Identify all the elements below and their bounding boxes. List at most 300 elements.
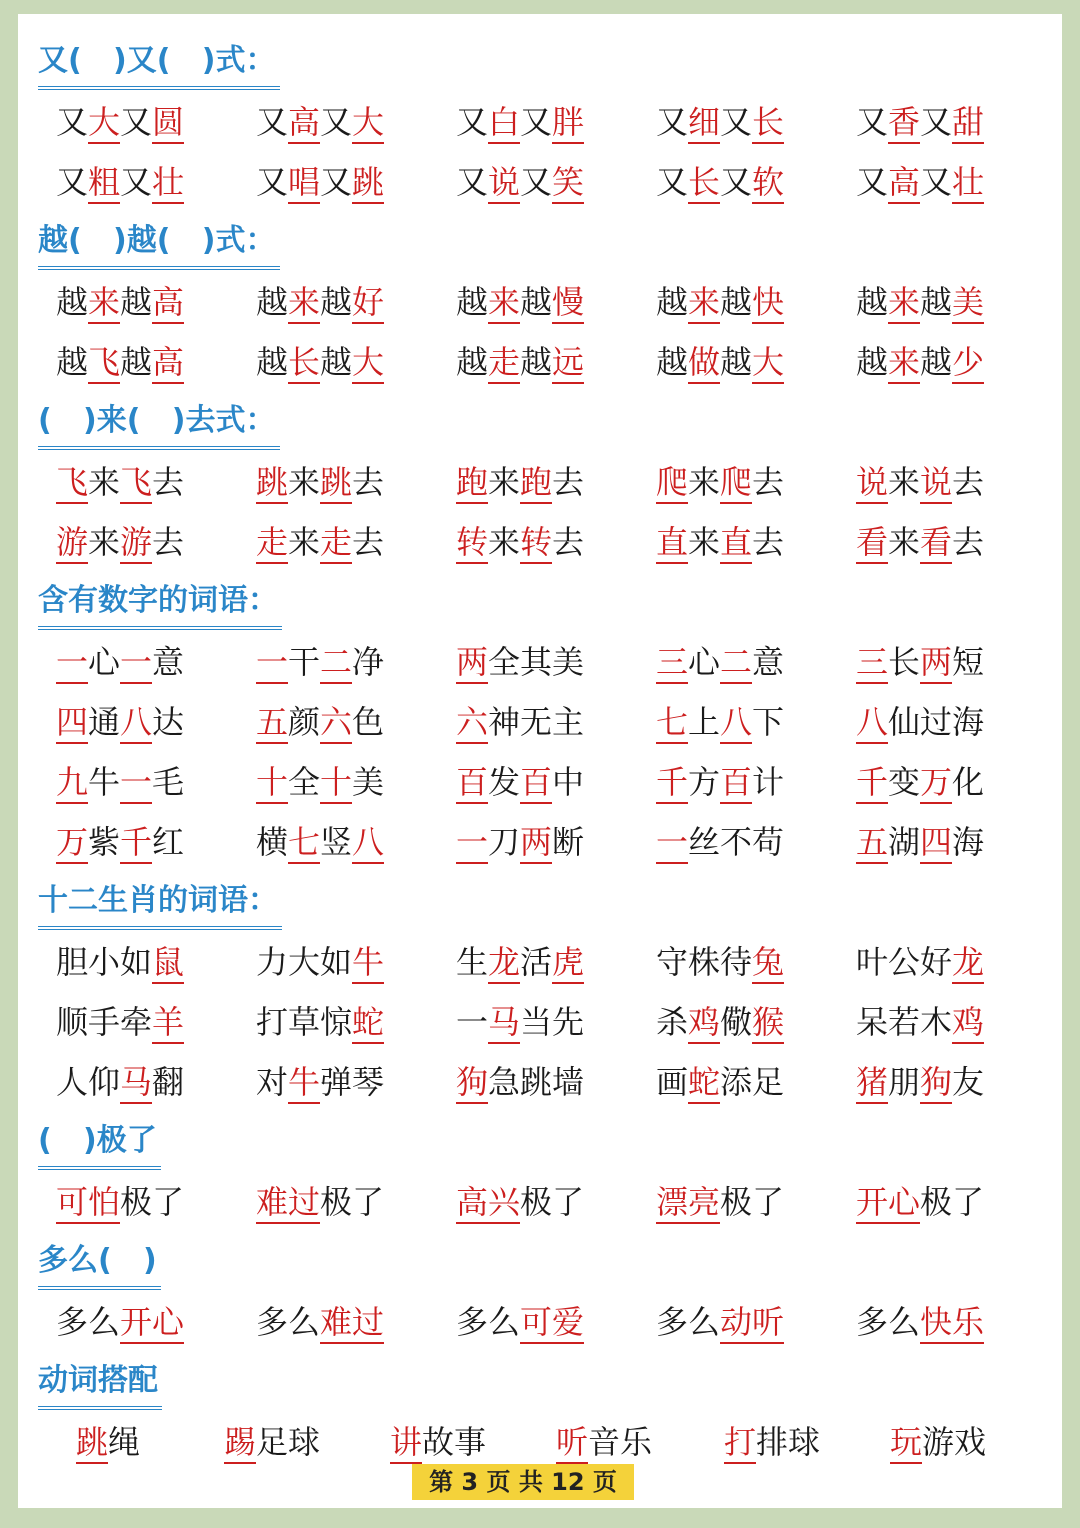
plain-char: 净 [352, 643, 385, 681]
phrase [656, 272, 784, 332]
highlighted-char: 转 [456, 522, 488, 564]
highlighted-char: 千 [120, 822, 152, 864]
highlighted-char: 八 [856, 702, 888, 744]
phrase [656, 752, 784, 812]
phrase [256, 992, 384, 1052]
plain-char: 多么 [456, 1303, 521, 1341]
highlighted-char: 蛇 [688, 1062, 720, 1104]
phrase [56, 812, 184, 872]
highlighted-char: 十 [256, 762, 288, 804]
highlighted-char: 唱 [288, 162, 320, 204]
plain-char: 又 [56, 163, 89, 201]
phrase [56, 92, 184, 152]
plain-char: 故事 [422, 1423, 487, 1461]
phrase [656, 632, 784, 692]
plain-char: 守株待 [656, 943, 753, 981]
highlighted-char: 游 [120, 522, 152, 564]
plain-char: 又 [720, 163, 753, 201]
plain-char: 越 [856, 283, 889, 321]
plain-char: 毛 [152, 763, 185, 801]
phrase-row [18, 1172, 1062, 1232]
highlighted-char: 来 [688, 282, 720, 324]
plain-char: 全其美 [488, 643, 585, 681]
highlighted-char: 圆 [152, 102, 184, 144]
highlighted-char: 虎 [552, 942, 584, 984]
phrase [256, 452, 384, 512]
section-heading: 含有数字的词语： [38, 576, 282, 630]
highlighted-char: 一 [256, 642, 288, 684]
plain-char: 多么 [256, 1303, 321, 1341]
highlighted-char: 胖 [552, 102, 584, 144]
highlighted-char: 万 [56, 822, 88, 864]
plain-char: 刀 [488, 823, 521, 861]
plain-char: 又 [320, 103, 353, 141]
highlighted-char: 飞 [88, 342, 120, 384]
highlighted-char: 六 [320, 702, 352, 744]
highlighted-char: 长 [288, 342, 320, 384]
phrase [256, 752, 384, 812]
highlighted-char: 万 [920, 762, 952, 804]
plain-char: 短 [952, 643, 985, 681]
plain-char: 去 [552, 523, 585, 561]
plain-char: 越 [720, 283, 753, 321]
plain-char: 发 [488, 763, 521, 801]
plain-char: 又 [520, 163, 553, 201]
phrase [856, 932, 984, 992]
phrase [456, 1172, 584, 1232]
plain-char: 红 [152, 823, 185, 861]
highlighted-char: 猴 [752, 1002, 784, 1044]
plain-char: 又 [456, 103, 489, 141]
highlighted-char: 开心 [120, 1302, 184, 1344]
highlighted-char: 来 [88, 282, 120, 324]
phrase [856, 332, 984, 392]
plain-char: 弹琴 [320, 1063, 385, 1101]
phrase [456, 452, 584, 512]
phrase-row [18, 512, 1062, 572]
highlighted-char: 狗 [920, 1062, 952, 1104]
highlighted-char: 八 [352, 822, 384, 864]
highlighted-char: 千 [656, 762, 688, 804]
highlighted-char: 跳 [256, 462, 288, 504]
highlighted-char: 听 [556, 1422, 588, 1464]
phrase [256, 932, 384, 992]
highlighted-char: 高 [152, 342, 184, 384]
highlighted-char: 蛇 [352, 1002, 384, 1044]
highlighted-char: 马 [488, 1002, 520, 1044]
plain-char: 又 [656, 163, 689, 201]
plain-char: 生 [456, 943, 489, 981]
plain-char: 对 [256, 1063, 289, 1101]
phrase [656, 512, 784, 572]
highlighted-char: 玩 [890, 1422, 922, 1464]
plain-char: 越 [520, 343, 553, 381]
plain-char: 越 [456, 343, 489, 381]
phrase [256, 1052, 384, 1112]
phrase [856, 1292, 984, 1352]
highlighted-char: 百 [520, 762, 552, 804]
plain-char: 去 [352, 463, 385, 501]
phrase-row [18, 1052, 1062, 1112]
highlighted-char: 一 [56, 642, 88, 684]
section-heading: 又( )又( )式： [38, 36, 280, 90]
highlighted-char: 说 [488, 162, 520, 204]
highlighted-char: 长 [688, 162, 720, 204]
highlighted-char: 牛 [352, 942, 384, 984]
plain-char: 变 [888, 763, 921, 801]
plain-char: 来 [488, 463, 521, 501]
plain-char: 越 [720, 343, 753, 381]
phrase [856, 452, 984, 512]
highlighted-char: 七 [288, 822, 320, 864]
plain-char: 下 [752, 703, 785, 741]
phrase [856, 632, 984, 692]
plain-char: 越 [656, 283, 689, 321]
plain-char: 断 [552, 823, 585, 861]
phrase [256, 812, 384, 872]
plain-char: 排球 [756, 1423, 821, 1461]
phrase [256, 92, 384, 152]
plain-char: 又 [120, 163, 153, 201]
plain-char: 来 [888, 463, 921, 501]
plain-char: 意 [152, 643, 185, 681]
plain-char: 呆若木 [856, 1003, 953, 1041]
plain-char: 越 [456, 283, 489, 321]
phrase [76, 1412, 140, 1472]
highlighted-char: 美 [952, 282, 984, 324]
phrase-row [18, 632, 1062, 692]
plain-char: 横 [256, 823, 289, 861]
plain-char: 意 [752, 643, 785, 681]
phrase [456, 752, 584, 812]
plain-char: 足球 [256, 1423, 321, 1461]
highlighted-char: 可怕 [56, 1182, 120, 1224]
highlighted-char: 转 [520, 522, 552, 564]
plain-char: 来 [88, 463, 121, 501]
highlighted-char: 快 [752, 282, 784, 324]
phrase [56, 152, 184, 212]
phrase [856, 152, 984, 212]
highlighted-char: 漂亮 [656, 1182, 720, 1224]
plain-char: 化 [952, 763, 985, 801]
plain-char: 又 [120, 103, 153, 141]
phrase [656, 452, 784, 512]
highlighted-char: 狗 [456, 1062, 488, 1104]
plain-char: 越 [56, 283, 89, 321]
highlighted-char: 快乐 [920, 1302, 984, 1344]
highlighted-char: 大 [352, 342, 384, 384]
highlighted-char: 跳 [352, 162, 384, 204]
phrase [724, 1412, 820, 1472]
highlighted-char: 看 [920, 522, 952, 564]
highlighted-char: 鼠 [152, 942, 184, 984]
plain-char: 美 [352, 763, 385, 801]
plain-char: 急跳墙 [488, 1063, 585, 1101]
highlighted-char: 三 [656, 642, 688, 684]
phrase [856, 1172, 984, 1232]
phrase [456, 1292, 584, 1352]
phrase [856, 272, 984, 332]
highlighted-char: 笑 [552, 162, 584, 204]
section-heading: ( )极了 [38, 1116, 161, 1170]
highlighted-char: 粗 [88, 162, 120, 204]
plain-char: 杀 [656, 1003, 689, 1041]
plain-char: 心 [88, 643, 121, 681]
highlighted-char: 七 [656, 702, 688, 744]
highlighted-char: 五 [256, 702, 288, 744]
highlighted-char: 龙 [488, 942, 520, 984]
highlighted-char: 软 [752, 162, 784, 204]
plain-char: 顺手牵 [56, 1003, 153, 1041]
plain-char: 又 [256, 103, 289, 141]
plain-char: 力大如 [256, 943, 353, 981]
highlighted-char: 游 [56, 522, 88, 564]
highlighted-char: 爬 [656, 462, 688, 504]
phrase [456, 1052, 584, 1112]
highlighted-char: 高兴 [456, 1182, 520, 1224]
phrase [56, 992, 184, 1052]
plain-char: 多么 [856, 1303, 921, 1341]
plain-char: 去 [752, 463, 785, 501]
plain-char: 仙过海 [888, 703, 985, 741]
highlighted-char: 踢 [224, 1422, 256, 1464]
plain-char: 绳 [108, 1423, 141, 1461]
plain-char: 越 [256, 343, 289, 381]
plain-char: 上 [688, 703, 721, 741]
highlighted-char: 爬 [720, 462, 752, 504]
highlighted-char: 甜 [952, 102, 984, 144]
plain-char: 又 [320, 163, 353, 201]
highlighted-char: 八 [720, 702, 752, 744]
plain-char: 来 [688, 523, 721, 561]
highlighted-char: 跳 [320, 462, 352, 504]
highlighted-char: 细 [688, 102, 720, 144]
section-heading: 动词搭配 [38, 1356, 162, 1410]
phrase [856, 992, 984, 1052]
plain-char: 来 [688, 463, 721, 501]
plain-char: 友 [952, 1063, 985, 1101]
highlighted-char: 难过 [256, 1182, 320, 1224]
plain-char: 又 [656, 103, 689, 141]
highlighted-char: 慢 [552, 282, 584, 324]
phrase-row [18, 992, 1062, 1052]
phrase-row [18, 452, 1062, 512]
highlighted-char: 四 [920, 822, 952, 864]
highlighted-char: 跑 [520, 462, 552, 504]
plain-char: 朋 [888, 1063, 921, 1101]
phrase [656, 1052, 784, 1112]
phrase [856, 812, 984, 872]
phrase [256, 692, 384, 752]
plain-char: 一 [456, 1003, 489, 1041]
highlighted-char: 六 [456, 702, 488, 744]
plain-char: 又 [920, 163, 953, 201]
highlighted-char: 跑 [456, 462, 488, 504]
phrase [56, 1172, 184, 1232]
plain-char: 多么 [656, 1303, 721, 1341]
plain-char: 湖 [888, 823, 921, 861]
plain-char: 人仰 [56, 1063, 121, 1101]
highlighted-char: 来 [488, 282, 520, 324]
phrase [456, 332, 584, 392]
plain-char: 来 [488, 523, 521, 561]
phrase [856, 512, 984, 572]
plain-char: 达 [152, 703, 185, 741]
plain-char: 又 [520, 103, 553, 141]
phrase [256, 272, 384, 332]
highlighted-char: 讲 [390, 1422, 422, 1464]
highlighted-char: 二 [320, 642, 352, 684]
highlighted-char: 一 [656, 822, 688, 864]
section-heading: 十二生肖的词语： [38, 876, 282, 930]
phrase [256, 152, 384, 212]
highlighted-char: 鸡 [688, 1002, 720, 1044]
phrase [656, 92, 784, 152]
highlighted-char: 走 [488, 342, 520, 384]
phrase-row [18, 1292, 1062, 1352]
highlighted-char: 兔 [752, 942, 784, 984]
plain-char: 去 [152, 523, 185, 561]
plain-char: 翻 [152, 1063, 185, 1101]
plain-char: 多么 [56, 1303, 121, 1341]
highlighted-char: 九 [56, 762, 88, 804]
plain-char: 海 [952, 823, 985, 861]
plain-char: 活 [520, 943, 553, 981]
plain-char: 去 [952, 523, 985, 561]
highlighted-char: 长 [752, 102, 784, 144]
page-number-footer: 第 3 页 共 12 页 [412, 1464, 634, 1500]
plain-char: 去 [352, 523, 385, 561]
phrase [856, 692, 984, 752]
phrase [56, 512, 184, 572]
plain-char: 去 [952, 463, 985, 501]
plain-char: 紫 [88, 823, 121, 861]
highlighted-char: 百 [720, 762, 752, 804]
phrase [656, 992, 784, 1052]
plain-char: 极了 [720, 1183, 785, 1221]
highlighted-char: 动听 [720, 1302, 784, 1344]
phrase [456, 272, 584, 332]
phrase-row [18, 152, 1062, 212]
phrase [856, 92, 984, 152]
highlighted-char: 可爱 [520, 1302, 584, 1344]
section-heading: ( )来( )去式： [38, 396, 280, 450]
highlighted-char: 五 [856, 822, 888, 864]
plain-char: 又 [256, 163, 289, 201]
highlighted-char: 高 [152, 282, 184, 324]
plain-char: 越 [520, 283, 553, 321]
plain-char: 打草惊 [256, 1003, 353, 1041]
highlighted-char: 牛 [288, 1062, 320, 1104]
highlighted-char: 走 [320, 522, 352, 564]
highlighted-char: 来 [888, 342, 920, 384]
plain-char: 方 [688, 763, 721, 801]
highlighted-char: 千 [856, 762, 888, 804]
plain-char: 越 [320, 343, 353, 381]
plain-char: 来 [88, 523, 121, 561]
phrase-row [18, 812, 1062, 872]
phrase [56, 452, 184, 512]
plain-char: 牛 [88, 763, 121, 801]
phrase [390, 1412, 486, 1472]
plain-char: 当先 [520, 1003, 585, 1041]
phrase [656, 1172, 784, 1232]
highlighted-char: 说 [856, 462, 888, 504]
highlighted-char: 远 [552, 342, 584, 384]
phrase [56, 332, 184, 392]
phrase [56, 1052, 184, 1112]
section-heading: 越( )越( )式： [38, 216, 280, 270]
plain-char: 颜 [288, 703, 321, 741]
plain-char: 色 [352, 703, 385, 741]
phrase [456, 92, 584, 152]
phrase [856, 752, 984, 812]
plain-char: 极了 [920, 1183, 985, 1221]
highlighted-char: 一 [120, 762, 152, 804]
phrase [656, 812, 784, 872]
plain-char: 又 [856, 103, 889, 141]
plain-char: 越 [656, 343, 689, 381]
plain-char: 又 [920, 103, 953, 141]
phrase [656, 152, 784, 212]
plain-char: 来 [288, 523, 321, 561]
highlighted-char: 两 [520, 822, 552, 864]
highlighted-char: 两 [456, 642, 488, 684]
plain-char: 长 [888, 643, 921, 681]
highlighted-char: 少 [952, 342, 984, 384]
highlighted-char: 直 [720, 522, 752, 564]
phrase [656, 932, 784, 992]
plain-char: 去 [752, 523, 785, 561]
phrase [256, 332, 384, 392]
highlighted-char: 两 [920, 642, 952, 684]
highlighted-char: 看 [856, 522, 888, 564]
section-heading: 多么( ) [38, 1236, 161, 1290]
plain-char: 来 [288, 463, 321, 501]
plain-char: 干 [288, 643, 321, 681]
plain-char: 去 [152, 463, 185, 501]
phrase-row [18, 752, 1062, 812]
plain-char: 心 [688, 643, 721, 681]
plain-char: 极了 [320, 1183, 385, 1221]
plain-char: 又 [856, 163, 889, 201]
highlighted-char: 跳 [76, 1422, 108, 1464]
phrase [56, 932, 184, 992]
highlighted-char: 一 [456, 822, 488, 864]
plain-char: 音乐 [588, 1423, 653, 1461]
plain-char: 叶公好 [856, 943, 953, 981]
phrase [656, 692, 784, 752]
phrase [256, 512, 384, 572]
highlighted-char: 做 [688, 342, 720, 384]
phrase [456, 992, 584, 1052]
plain-char: 竖 [320, 823, 353, 861]
plain-char: 极了 [120, 1183, 185, 1221]
plain-char: 又 [456, 163, 489, 201]
phrase [256, 1292, 384, 1352]
phrase-row [18, 1412, 1062, 1472]
highlighted-char: 难过 [320, 1302, 384, 1344]
highlighted-char: 猪 [856, 1062, 888, 1104]
plain-char: 来 [888, 523, 921, 561]
highlighted-char: 好 [352, 282, 384, 324]
plain-char: 中 [552, 763, 585, 801]
phrase [224, 1412, 320, 1472]
phrase [56, 1292, 184, 1352]
plain-char: 通 [88, 703, 121, 741]
plain-char: 越 [920, 343, 953, 381]
highlighted-char: 直 [656, 522, 688, 564]
